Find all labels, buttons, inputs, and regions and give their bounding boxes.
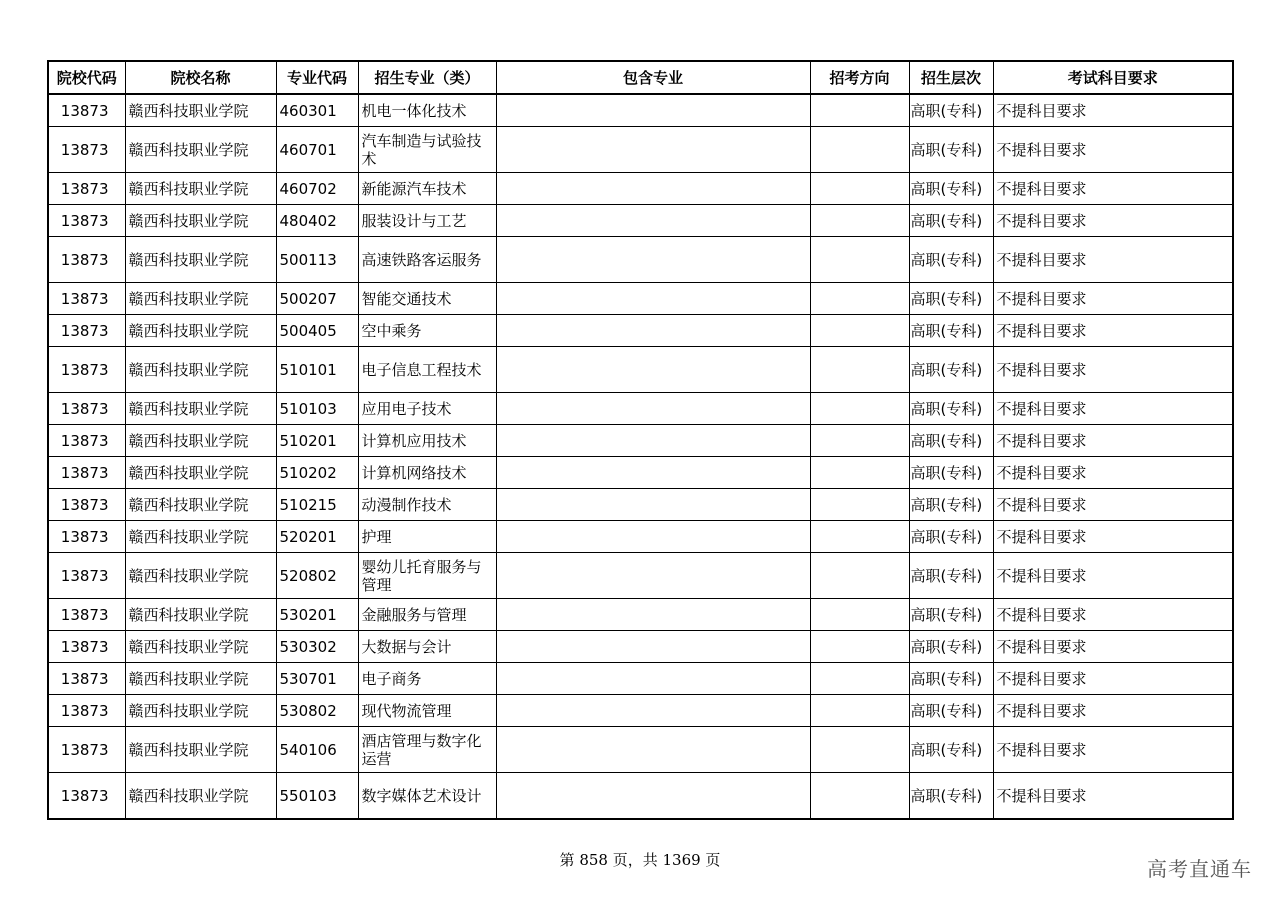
cell-requirement: 不提科目要求 [993, 237, 1233, 283]
cell-level: 高职(专科) [909, 489, 993, 521]
cell-included [496, 553, 810, 599]
cell-major: 金融服务与管理 [358, 599, 496, 631]
cell-school-code: 13873 [48, 553, 125, 599]
cell-requirement: 不提科目要求 [993, 127, 1233, 173]
header-school-code: 院校代码 [48, 61, 125, 94]
cell-included [496, 599, 810, 631]
cell-level: 高职(专科) [909, 237, 993, 283]
cell-major-code: 510202 [276, 457, 358, 489]
table-row [48, 205, 1233, 237]
cell-major-code: 530201 [276, 599, 358, 631]
cell-major-code: 520201 [276, 521, 358, 553]
cell-level: 高职(专科) [909, 393, 993, 425]
cell-direction [810, 315, 909, 347]
cell-school-name: 赣西科技职业学院 [125, 489, 276, 521]
cell-direction [810, 521, 909, 553]
cell-school-name: 赣西科技职业学院 [125, 205, 276, 237]
cell-requirement: 不提科目要求 [993, 94, 1233, 127]
table-row [48, 315, 1233, 347]
cell-included [496, 315, 810, 347]
cell-major-code: 510201 [276, 425, 358, 457]
header-row [48, 61, 1233, 94]
cell-school-code: 13873 [48, 315, 125, 347]
cell-included [496, 283, 810, 315]
cell-direction [810, 347, 909, 393]
cell-direction [810, 127, 909, 173]
table-row [48, 237, 1233, 283]
cell-requirement: 不提科目要求 [993, 489, 1233, 521]
cell-major-code: 520802 [276, 553, 358, 599]
cell-included [496, 773, 810, 820]
cell-direction [810, 489, 909, 521]
cell-school-code: 13873 [48, 127, 125, 173]
cell-major: 应用电子技术 [358, 393, 496, 425]
table-row [48, 347, 1233, 393]
cell-school-code: 13873 [48, 489, 125, 521]
cell-direction [810, 173, 909, 205]
cell-included [496, 631, 810, 663]
cell-requirement: 不提科目要求 [993, 347, 1233, 393]
cell-included [496, 237, 810, 283]
table-row [48, 173, 1233, 205]
cell-major-code: 480402 [276, 205, 358, 237]
cell-level: 高职(专科) [909, 205, 993, 237]
cell-major-code: 460701 [276, 127, 358, 173]
table-row [48, 553, 1233, 599]
cell-requirement: 不提科目要求 [993, 631, 1233, 663]
cell-level: 高职(专科) [909, 425, 993, 457]
cell-school-name: 赣西科技职业学院 [125, 631, 276, 663]
table-row [48, 127, 1233, 173]
table-row [48, 283, 1233, 315]
cell-school-code: 13873 [48, 205, 125, 237]
header-school-name: 院校名称 [125, 61, 276, 94]
cell-level: 高职(专科) [909, 283, 993, 315]
cell-major: 数字媒体艺术设计 [358, 773, 496, 820]
cell-major-code: 550103 [276, 773, 358, 820]
cell-level: 高职(专科) [909, 127, 993, 173]
cell-requirement: 不提科目要求 [993, 283, 1233, 315]
cell-major-code: 500113 [276, 237, 358, 283]
cell-included [496, 347, 810, 393]
cell-school-code: 13873 [48, 393, 125, 425]
cell-direction [810, 631, 909, 663]
table-row [48, 94, 1233, 127]
table-row [48, 425, 1233, 457]
cell-major-code: 510103 [276, 393, 358, 425]
cell-school-name: 赣西科技职业学院 [125, 94, 276, 127]
header-major-code: 专业代码 [276, 61, 358, 94]
cell-requirement: 不提科目要求 [993, 695, 1233, 727]
cell-direction [810, 599, 909, 631]
table-row [48, 599, 1233, 631]
cell-school-name: 赣西科技职业学院 [125, 695, 276, 727]
cell-major-code: 540106 [276, 727, 358, 773]
cell-level: 高职(专科) [909, 521, 993, 553]
cell-level: 高职(专科) [909, 599, 993, 631]
cell-school-code: 13873 [48, 599, 125, 631]
cell-level: 高职(专科) [909, 457, 993, 489]
cell-school-name: 赣西科技职业学院 [125, 283, 276, 315]
cell-requirement: 不提科目要求 [993, 521, 1233, 553]
watermark-logo: 高考直通车 [1147, 857, 1252, 881]
cell-included [496, 205, 810, 237]
cell-major: 计算机应用技术 [358, 425, 496, 457]
cell-school-code: 13873 [48, 237, 125, 283]
cell-major: 机电一体化技术 [358, 94, 496, 127]
cell-direction [810, 773, 909, 820]
cell-included [496, 663, 810, 695]
cell-school-code: 13873 [48, 663, 125, 695]
cell-requirement: 不提科目要求 [993, 727, 1233, 773]
cell-major: 酒店管理与数字化运营 [358, 727, 496, 773]
cell-major: 空中乘务 [358, 315, 496, 347]
cell-direction [810, 695, 909, 727]
cell-direction [810, 553, 909, 599]
cell-direction [810, 393, 909, 425]
cell-school-code: 13873 [48, 347, 125, 393]
cell-school-code: 13873 [48, 727, 125, 773]
table-row [48, 727, 1233, 773]
cell-school-code: 13873 [48, 695, 125, 727]
table-row [48, 521, 1233, 553]
table-row [48, 663, 1233, 695]
cell-requirement: 不提科目要求 [993, 315, 1233, 347]
cell-major: 服装设计与工艺 [358, 205, 496, 237]
cell-school-code: 13873 [48, 631, 125, 663]
table-row [48, 457, 1233, 489]
cell-school-name: 赣西科技职业学院 [125, 237, 276, 283]
cell-included [496, 727, 810, 773]
header-major: 招生专业（类） [358, 61, 496, 94]
cell-included [496, 425, 810, 457]
cell-direction [810, 94, 909, 127]
cell-included [496, 457, 810, 489]
cell-included [496, 94, 810, 127]
cell-school-name: 赣西科技职业学院 [125, 773, 276, 820]
cell-major: 电子信息工程技术 [358, 347, 496, 393]
cell-school-name: 赣西科技职业学院 [125, 425, 276, 457]
cell-level: 高职(专科) [909, 173, 993, 205]
cell-requirement: 不提科目要求 [993, 663, 1233, 695]
cell-major-code: 460301 [276, 94, 358, 127]
cell-major: 汽车制造与试验技术 [358, 127, 496, 173]
cell-major-code: 530802 [276, 695, 358, 727]
cell-direction [810, 457, 909, 489]
cell-included [496, 127, 810, 173]
cell-direction [810, 283, 909, 315]
cell-direction [810, 237, 909, 283]
cell-major-code: 530701 [276, 663, 358, 695]
cell-school-code: 13873 [48, 425, 125, 457]
cell-included [496, 393, 810, 425]
cell-major: 电子商务 [358, 663, 496, 695]
table-row [48, 695, 1233, 727]
header-requirement: 考试科目要求 [993, 61, 1233, 94]
cell-major: 大数据与会计 [358, 631, 496, 663]
page-number: 第 858 页，共 1369 页 [559, 851, 721, 869]
table-row [48, 631, 1233, 663]
cell-level: 高职(专科) [909, 347, 993, 393]
cell-level: 高职(专科) [909, 94, 993, 127]
cell-school-code: 13873 [48, 521, 125, 553]
cell-requirement: 不提科目要求 [993, 773, 1233, 820]
cell-school-name: 赣西科技职业学院 [125, 553, 276, 599]
table-row [48, 489, 1233, 521]
cell-major: 新能源汽车技术 [358, 173, 496, 205]
cell-school-code: 13873 [48, 283, 125, 315]
cell-school-name: 赣西科技职业学院 [125, 347, 276, 393]
cell-school-name: 赣西科技职业学院 [125, 315, 276, 347]
cell-requirement: 不提科目要求 [993, 205, 1233, 237]
cell-direction [810, 205, 909, 237]
cell-level: 高职(专科) [909, 727, 993, 773]
cell-school-name: 赣西科技职业学院 [125, 173, 276, 205]
cell-requirement: 不提科目要求 [993, 173, 1233, 205]
cell-level: 高职(专科) [909, 773, 993, 820]
table-row [48, 393, 1233, 425]
cell-included [496, 695, 810, 727]
cell-major-code: 510215 [276, 489, 358, 521]
cell-level: 高职(专科) [909, 315, 993, 347]
cell-included [496, 521, 810, 553]
header-level: 招生层次 [909, 61, 993, 94]
cell-direction [810, 663, 909, 695]
cell-major: 高速铁路客运服务 [358, 237, 496, 283]
cell-school-name: 赣西科技职业学院 [125, 457, 276, 489]
cell-requirement: 不提科目要求 [993, 599, 1233, 631]
cell-school-code: 13873 [48, 457, 125, 489]
cell-major-code: 530302 [276, 631, 358, 663]
cell-major: 计算机网络技术 [358, 457, 496, 489]
cell-direction [810, 425, 909, 457]
cell-requirement: 不提科目要求 [993, 457, 1233, 489]
table-row [48, 773, 1233, 820]
cell-school-code: 13873 [48, 773, 125, 820]
cell-major: 智能交通技术 [358, 283, 496, 315]
admissions-table [47, 60, 1234, 820]
header-included: 包含专业 [496, 61, 810, 94]
cell-requirement: 不提科目要求 [993, 393, 1233, 425]
cell-level: 高职(专科) [909, 631, 993, 663]
cell-school-name: 赣西科技职业学院 [125, 127, 276, 173]
cell-major: 动漫制作技术 [358, 489, 496, 521]
cell-major-code: 510101 [276, 347, 358, 393]
cell-major-code: 500405 [276, 315, 358, 347]
cell-school-name: 赣西科技职业学院 [125, 521, 276, 553]
cell-school-code: 13873 [48, 94, 125, 127]
cell-major-code: 460702 [276, 173, 358, 205]
cell-level: 高职(专科) [909, 553, 993, 599]
cell-school-code: 13873 [48, 173, 125, 205]
cell-major: 护理 [358, 521, 496, 553]
cell-school-name: 赣西科技职业学院 [125, 393, 276, 425]
cell-direction [810, 727, 909, 773]
cell-school-name: 赣西科技职业学院 [125, 599, 276, 631]
cell-requirement: 不提科目要求 [993, 425, 1233, 457]
cell-requirement: 不提科目要求 [993, 553, 1233, 599]
cell-school-name: 赣西科技职业学院 [125, 727, 276, 773]
cell-level: 高职(专科) [909, 663, 993, 695]
cell-major: 婴幼儿托育服务与管理 [358, 553, 496, 599]
cell-school-name: 赣西科技职业学院 [125, 663, 276, 695]
cell-included [496, 173, 810, 205]
header-direction: 招考方向 [810, 61, 909, 94]
cell-major: 现代物流管理 [358, 695, 496, 727]
cell-included [496, 489, 810, 521]
cell-major-code: 500207 [276, 283, 358, 315]
cell-level: 高职(专科) [909, 695, 993, 727]
